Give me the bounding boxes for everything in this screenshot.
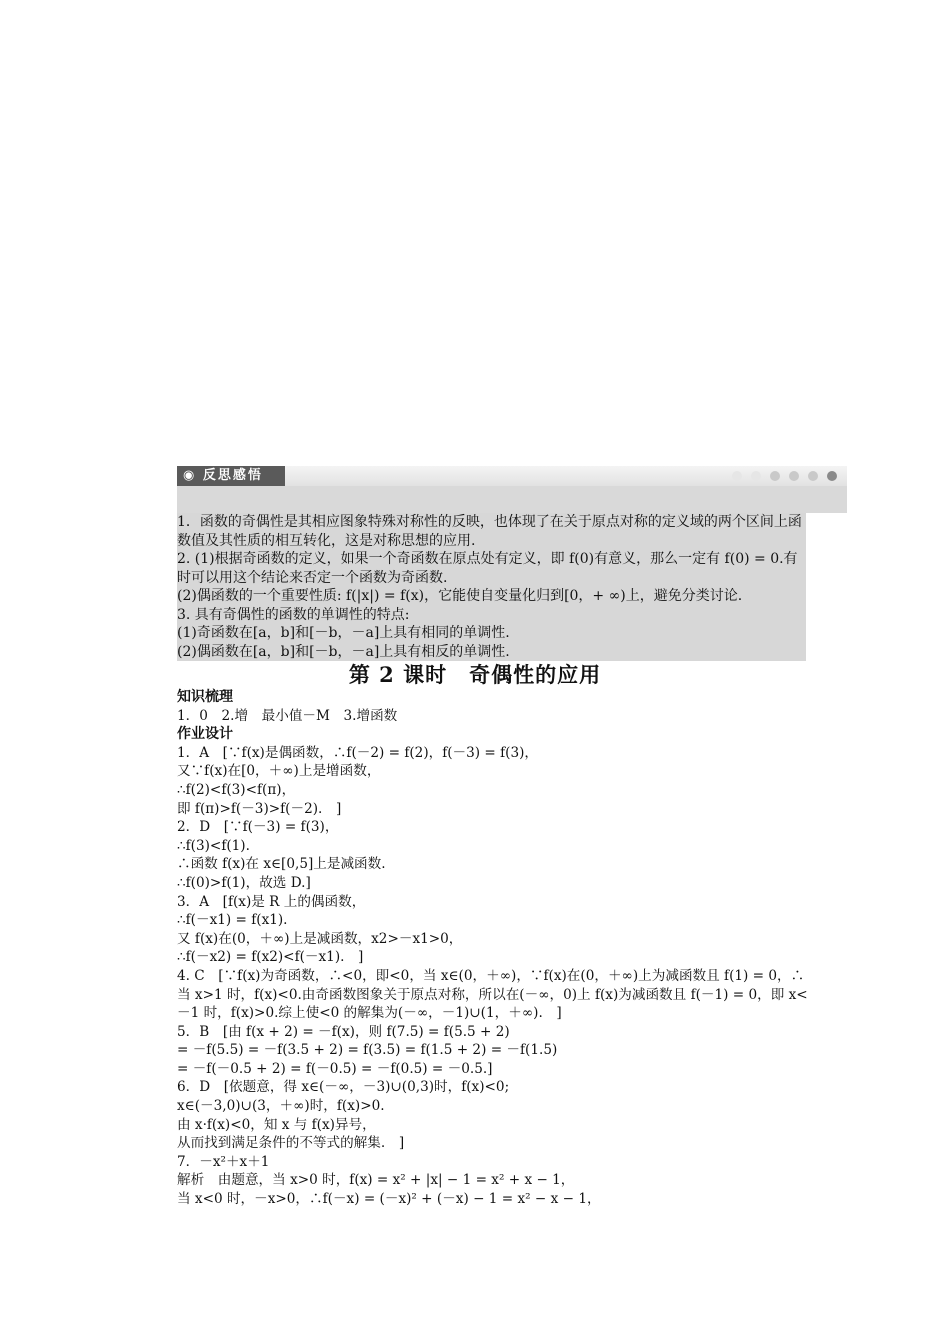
reflection-box bbox=[177, 513, 806, 661]
reflection-banner bbox=[177, 466, 847, 513]
dot-icon bbox=[732, 471, 742, 481]
answer-line: 4. C [∵f(x)为奇函数，∴<0，即<0，当 x∈(0，＋∞)，∵f(x)在(0，＋∞)上为减函数且 f(1) = 0，∴当 x>1 时，f(x)<0.由奇函数图象关于原点对称，所以在(－∞，0)上 f(x)为减函数且 f(－1) = 0，即 x<－1 时，f(x)>0.综上使<0 的解集为(－∞，－1)∪(1，＋∞). ] bbox=[177, 967, 808, 1022]
answer-line: ∴f(－x1) = f(x1). bbox=[177, 912, 288, 929]
answer-line: 当 x<0 时，－x>0，∴f(－x) = (－x)² + (－x) − 1 = x² − x − 1， bbox=[177, 1191, 601, 1208]
dot-icon bbox=[808, 471, 818, 481]
answer-line: 由 x·f(x)<0，知 x 与 f(x)异号， bbox=[177, 1116, 376, 1133]
reflection-item: 3. 具有奇偶性的函数的单调性的特点: bbox=[177, 606, 410, 623]
section-heading-homework: 作业设计 bbox=[177, 726, 233, 743]
reflection-item: 1．函数的奇偶性是其相应图象特殊对称性的反映，也体现了在关于原点对称的定义域的两个区间上函数值及其性质的相互转化，这是对称思想的应用. bbox=[177, 514, 802, 549]
answer-line: 6．D [依题意，得 x∈(－∞，－3)∪(0,3)时，f(x)<0; bbox=[177, 1079, 510, 1096]
dot-icon bbox=[827, 471, 837, 481]
answer-line: 解析 由题意，当 x>0 时，f(x) = x² + |x| − 1 = x² + x − 1， bbox=[177, 1172, 575, 1189]
reflection-item: (1)奇函数在[a，b]和[－b，－a]上具有相同的单调性. bbox=[177, 625, 510, 641]
answer-line: ∴函数 f(x)在 x∈[0,5]上是减函数. bbox=[177, 856, 386, 873]
answer-line: = －f(－0.5 + 2) = f(－0.5) = －f(0.5) = －0.5.] bbox=[177, 1060, 493, 1077]
answer-line: ∴f(3)<f(1). bbox=[177, 837, 250, 854]
banner-title: ◉ 反思感悟 bbox=[177, 466, 285, 486]
answer-line: 从而找到满足条件的不等式的解集. ] bbox=[177, 1135, 405, 1152]
dot-icon bbox=[789, 471, 799, 481]
answer-line: = －f(5.5) = －f(3.5 + 2) = f(3.5) = f(1.5 + 2) = －f(1.5) bbox=[177, 1042, 558, 1059]
dot-icon bbox=[770, 471, 780, 481]
reflection-item: 2. (1)根据奇函数的定义，如果一个奇函数在原点处有定义，即 f(0)有意义，那么一定有 f(0) = 0.有时可以用这个结论来否定一个函数为奇函数. bbox=[177, 551, 798, 586]
section-heading-knowledge: 知识梳理 bbox=[177, 689, 233, 705]
lesson-title: 第 2 课时 奇偶性的应用 bbox=[348, 662, 602, 687]
answer-line: 即 f(π)>f(－3)>f(－2). ] bbox=[177, 800, 342, 817]
answer-line: 又∵f(x)在[0，＋∞)上是增函数， bbox=[177, 763, 381, 780]
answer-line: 1．A [∵f(x)是偶函数，∴f(－2) = f(2)，f(－3) = f(3)， bbox=[177, 744, 539, 761]
banner-dots bbox=[732, 471, 837, 481]
dot-icon bbox=[751, 471, 761, 481]
reflection-item: (2)偶函数在[a，b]和[－b，－a]上具有相反的单调性. bbox=[177, 643, 510, 660]
answer-line: 2．D [∵f(－3) = f(3)， bbox=[177, 819, 339, 836]
answer-line: 5．B [由 f(x + 2) = －f(x)，则 f(7.5) = f(5.5 + 2) bbox=[177, 1023, 510, 1040]
answer-line: x∈(－3,0)∪(3，＋∞)时，f(x)>0. bbox=[177, 1098, 385, 1115]
answer-line: ∴f(0)>f(1)，故选 D.] bbox=[177, 874, 311, 891]
answer-line: ∴f(－x2) = f(x2)<f(－x1). ] bbox=[177, 949, 364, 966]
answer-section bbox=[177, 688, 809, 1209]
answer-line: 又 f(x)在(0，＋∞)上是减函数，x2>－x1>0， bbox=[177, 930, 463, 947]
answer-line: 7．－x²＋x＋1 bbox=[177, 1153, 270, 1170]
knowledge-line: 1．0 2.增 最小值－M 3.增函数 bbox=[177, 707, 398, 724]
reflection-item: (2)偶函数的一个重要性质: f(|x|) = f(x)，它能使自变量化归到[0，+ ∞)上，避免分类讨论. bbox=[177, 588, 743, 604]
answer-line: ∴f(2)<f(3)<f(π)， bbox=[177, 781, 296, 798]
answer-line: 3．A [f(x)是 R 上的偶函数， bbox=[177, 893, 366, 910]
